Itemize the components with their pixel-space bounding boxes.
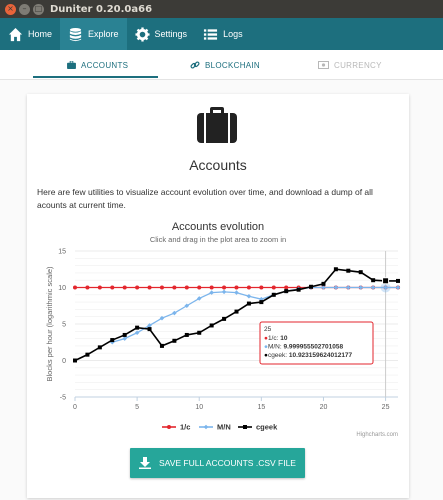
- save-csv-label: SAVE FULL ACCOUNTS .CSV FILE: [159, 458, 296, 468]
- y-axis-label: Blocks per hour (logarithmic scale): [45, 266, 54, 382]
- data-point: [321, 285, 326, 290]
- legend-marker: [167, 425, 171, 429]
- data-point: [272, 286, 276, 290]
- chart-credits: Highcharts.com: [356, 432, 398, 438]
- nav-logs[interactable]: [195, 18, 251, 50]
- data-point: [309, 285, 313, 289]
- briefcase-icon: [67, 61, 76, 69]
- data-point: [396, 285, 401, 290]
- data-point: [85, 286, 89, 290]
- page-description: Here are few utilities to visualize account evolution over time, and download a dump of all acounts at current time.: [37, 187, 373, 210]
- legend-marker: [243, 425, 247, 429]
- data-point: [110, 338, 114, 342]
- data-point: [210, 286, 214, 290]
- page-title: Accounts: [189, 157, 247, 173]
- hover-marker: [383, 278, 389, 284]
- legend-marker: [204, 425, 209, 430]
- window-titlebar: [0, 0, 443, 18]
- data-point: [122, 336, 127, 341]
- nav-home-label: Home: [28, 29, 53, 39]
- x-tick-label: 25: [381, 404, 390, 411]
- data-point: [160, 286, 164, 290]
- nav-explore[interactable]: [60, 18, 127, 50]
- accounts-card: [27, 94, 409, 498]
- accounts-evolution-chart[interactable]: [27, 94, 409, 444]
- tooltip-row: ●cgeek: 10.923159624012177: [264, 352, 353, 359]
- gear-icon: [135, 27, 150, 42]
- data-point: [210, 323, 214, 327]
- data-point: [346, 269, 350, 273]
- data-point: [209, 290, 214, 295]
- data-point: [297, 288, 301, 292]
- data-point: [272, 293, 276, 297]
- data-point: [247, 286, 251, 290]
- link-icon: [190, 60, 200, 70]
- x-tick-label: 20: [319, 404, 328, 411]
- x-tick-label: 0: [73, 404, 77, 411]
- window-maximize-button[interactable]: □: [34, 4, 43, 13]
- data-point: [197, 286, 201, 290]
- y-tick-label: -5: [59, 394, 66, 402]
- data-point: [396, 279, 400, 283]
- data-point: [172, 339, 176, 343]
- data-point: [73, 286, 77, 290]
- data-point: [160, 344, 164, 348]
- window-title: Duniter 0.20.0a66: [50, 3, 153, 15]
- tab-currency-label: CURRENCY: [334, 60, 382, 70]
- data-point: [346, 285, 351, 290]
- data-point: [123, 333, 127, 337]
- data-point: [110, 286, 114, 290]
- data-point: [222, 317, 226, 321]
- x-tick-label: 10: [195, 404, 204, 411]
- data-point: [85, 353, 89, 357]
- data-point: [247, 302, 251, 306]
- data-point: [98, 345, 102, 349]
- tab-blockchain[interactable]: [190, 50, 260, 80]
- x-tick-label: 15: [257, 404, 266, 411]
- data-point: [222, 290, 227, 295]
- data-point: [371, 278, 375, 282]
- data-point: [334, 285, 339, 290]
- data-point: [284, 289, 288, 293]
- y-tick-label: 0: [62, 358, 66, 365]
- data-point: [371, 285, 376, 290]
- data-point: [98, 286, 102, 290]
- nav-home[interactable]: [0, 18, 60, 50]
- window-minimize-button[interactable]: –: [19, 4, 30, 15]
- data-point: [235, 310, 239, 314]
- data-point: [135, 326, 139, 330]
- nav-logs-label: Logs: [223, 29, 243, 39]
- data-point: [235, 286, 239, 290]
- tooltip-row: ●1/c: 10: [264, 335, 288, 342]
- data-point: [259, 286, 263, 290]
- nav-explore-label: Explore: [88, 29, 119, 39]
- data-point: [359, 270, 363, 274]
- nav-settings[interactable]: [127, 18, 196, 50]
- data-point: [234, 290, 239, 295]
- nav-settings-label: Settings: [154, 29, 188, 39]
- data-point: [222, 286, 226, 290]
- legend-label-M/N: M/N: [217, 422, 231, 432]
- legend-label-cgeek: cgeek: [256, 422, 278, 432]
- data-point: [123, 286, 127, 290]
- data-point: [172, 286, 176, 290]
- download-icon: [139, 457, 151, 469]
- data-point: [73, 359, 77, 363]
- database-icon: [68, 27, 83, 42]
- window-close-button[interactable]: ×: [5, 4, 16, 15]
- y-tick-label: 15: [58, 248, 66, 256]
- data-point: [185, 333, 189, 337]
- data-point: [197, 331, 201, 335]
- top-navbar: [0, 18, 443, 50]
- data-point: [148, 327, 152, 331]
- list-icon: [203, 27, 218, 42]
- data-point: [148, 286, 152, 290]
- tab-currency[interactable]: [318, 50, 382, 80]
- chart-title: Accounts evolution: [171, 221, 265, 233]
- y-tick-label: 5: [62, 321, 66, 329]
- save-csv-button[interactable]: [130, 448, 305, 478]
- data-point: [358, 285, 363, 290]
- tooltip-header: 25: [264, 326, 272, 333]
- tab-accounts-label: ACCOUNTS: [81, 60, 129, 70]
- data-point: [185, 286, 189, 290]
- home-icon: [8, 27, 23, 42]
- tooltip-row: ●M/N: 9.999955502701058: [264, 343, 344, 351]
- active-tab-indicator: [33, 76, 158, 78]
- tab-blockchain-label: BLOCKCHAIN: [205, 60, 261, 70]
- legend-label-1/c: 1/c: [180, 422, 191, 432]
- data-point: [135, 286, 139, 290]
- x-tick-label: 5: [135, 404, 140, 411]
- data-point: [259, 300, 263, 304]
- y-tick-label: 10: [58, 285, 66, 292]
- data-point: [321, 282, 325, 286]
- money-icon: [318, 61, 329, 69]
- chart-subtitle: Click and drag in the plot area to zoom in: [149, 235, 287, 244]
- data-point: [334, 267, 338, 271]
